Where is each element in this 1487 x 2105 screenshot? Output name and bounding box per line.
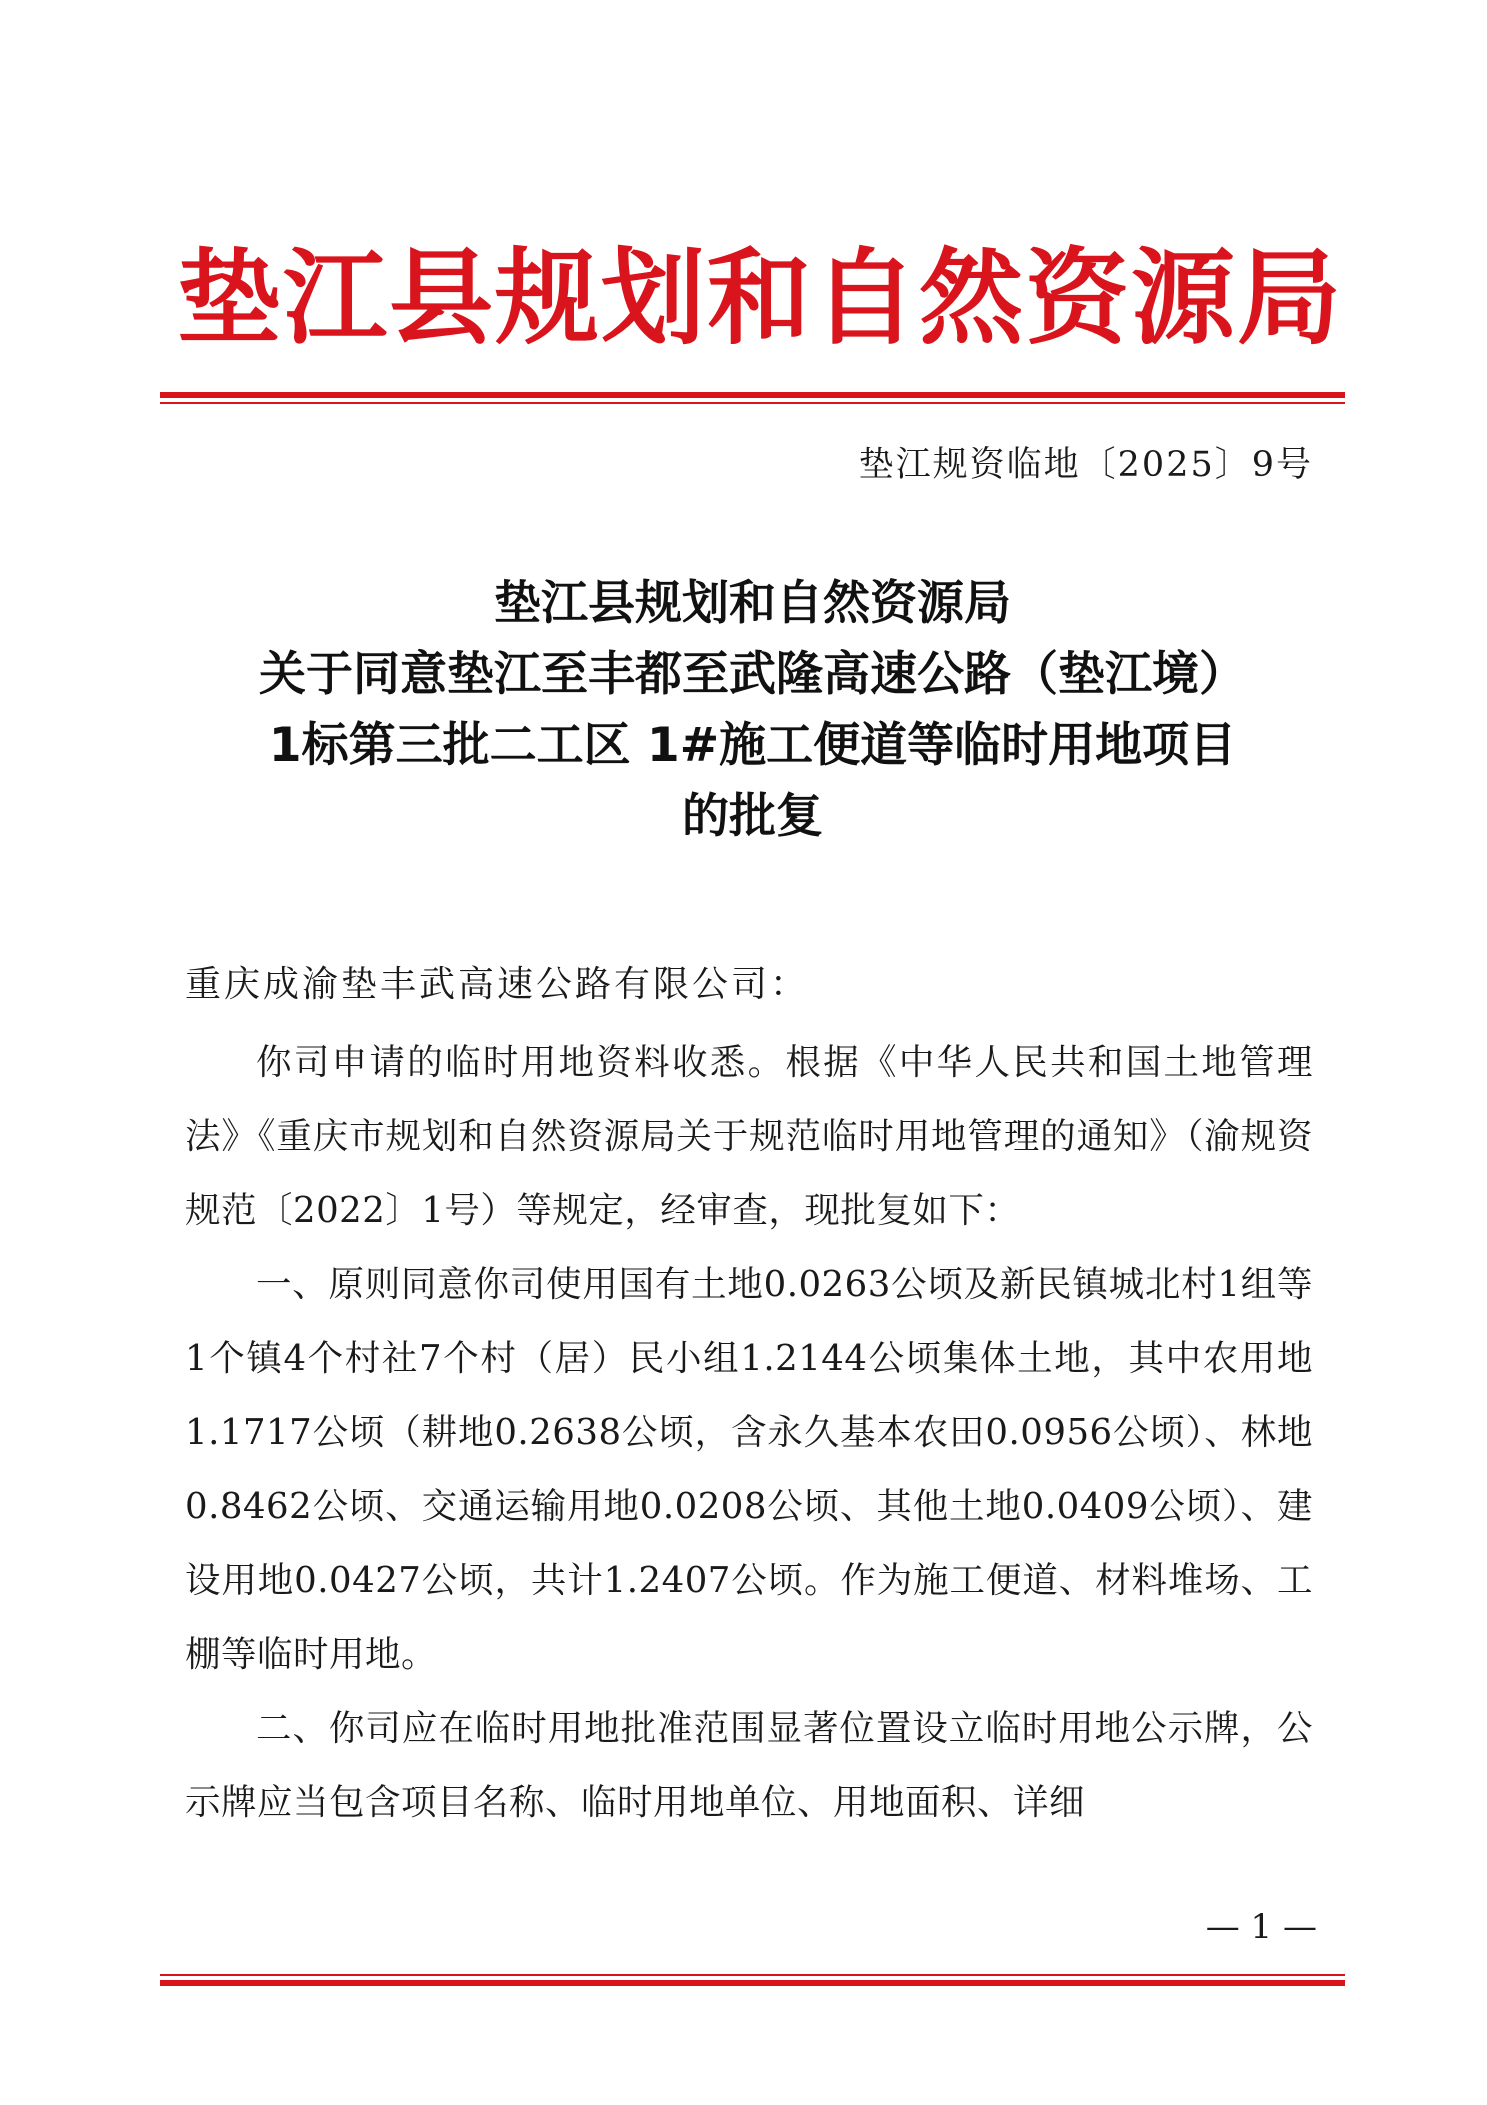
title-line-4: 的批复 [682, 789, 823, 844]
agency-letterhead: 垫江县规划和自然资源局 [176, 237, 1343, 359]
footer-rule-thin [160, 1974, 1345, 1976]
title-line-3: 1标第三批二工区 1#施工便道等临时用地项目 [268, 718, 1237, 773]
letterhead-rule-thin [160, 402, 1345, 404]
document-title [160, 568, 1345, 852]
document-number: 垫江规资临地〔2025〕9号 [858, 445, 1313, 485]
title-line-2: 关于同意垫江至丰都至武隆高速公路（垫江境） [259, 647, 1246, 702]
body-paragraph-intro: 你司申请的临时用地资料收悉。根据《中华人民共和国土地管理法》《重庆市规划和自然资源局关于规范临时用地管理的通知》（渝规资规范〔2022〕1号）等规定，经审查，现批复如下： [185, 1042, 1313, 1231]
body-paragraph-item-1: 一、原则同意你司使用国有土地0.0263公顷及新民镇城北村1组等1个镇4个村社7个村（居）民小组1.2144公顷集体土地，其中农用地1.1717公顷（耕地0.2638公顷，含永久基本农田0.0956公顷）、林地0.8462公顷、交通运输用地0.0208公顷、其他土地0.0409公顷）、建设用地0.0427公顷，共计1.2407公顷。作为施工便道、材料堆场、工棚等临时用地。 [185, 1264, 1313, 1675]
footer-rule-thick [160, 1980, 1345, 1986]
addressee: 重庆成渝垫丰武高速公路有限公司： [185, 964, 810, 1005]
title-line-1: 垫江县规划和自然资源局 [494, 576, 1011, 631]
body-paragraph-item-2: 二、你司应在临时用地批准范围显著位置设立临时用地公示牌，公示牌应当包含项目名称、临时用地单位、用地面积、详细 [185, 1708, 1313, 1823]
letterhead-rule-thick [160, 392, 1345, 398]
page-number: — 1 — [1205, 1907, 1317, 1947]
